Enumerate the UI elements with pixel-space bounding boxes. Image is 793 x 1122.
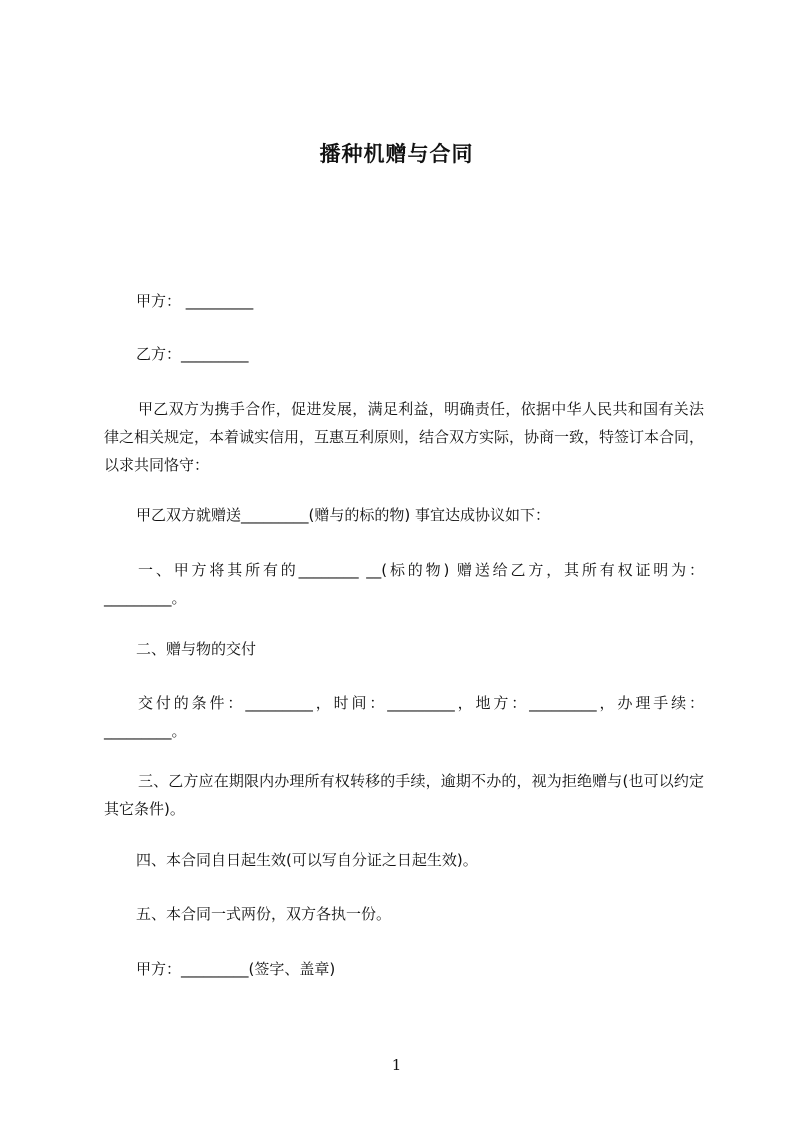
clause-2-heading: 二、赠与物的交付 <box>136 640 257 658</box>
agreement-intro: 甲乙双方就赠送_________(赠与的标的物) 事宜达成协议如下： <box>136 506 550 524</box>
preamble-paragraph: 甲乙双方为携手合作，促进发展，满足利益，明确责任，依据中华人民共和国有关法律之相关规定，本着诚实信用，互惠互利原则，结合双方实际，协商一致，特签订本合同，以求共同恪守： <box>104 400 705 474</box>
clause-2-body: 交付的条件：_________，时间：_________，地方：_________，办理手续：_________。 <box>104 694 704 740</box>
party-a-line: 甲方： _________ <box>136 292 254 310</box>
party-b-line: 乙方：_________ <box>136 345 249 363</box>
clause-1: 一、甲方将其所有的________ __(标的物) 赠送给乙方，其所有权证明为：_________。 <box>104 561 704 607</box>
clause-4: 四、本合同自日起生效(可以写自分证之日起生效)。 <box>136 851 478 869</box>
page-title: 播种机赠与合同 <box>319 142 474 166</box>
clause-5: 五、本合同一式两份，双方各执一份。 <box>136 905 392 923</box>
signature-party-a: 甲方：_________(签字、盖章) <box>136 960 336 978</box>
page-number: 1 <box>391 1056 402 1074</box>
clause-3: 三、乙方应在期限内办理所有权转移的手续，逾期不办的，视为拒绝赠与(也可以约定其它条件)。 <box>104 772 704 818</box>
